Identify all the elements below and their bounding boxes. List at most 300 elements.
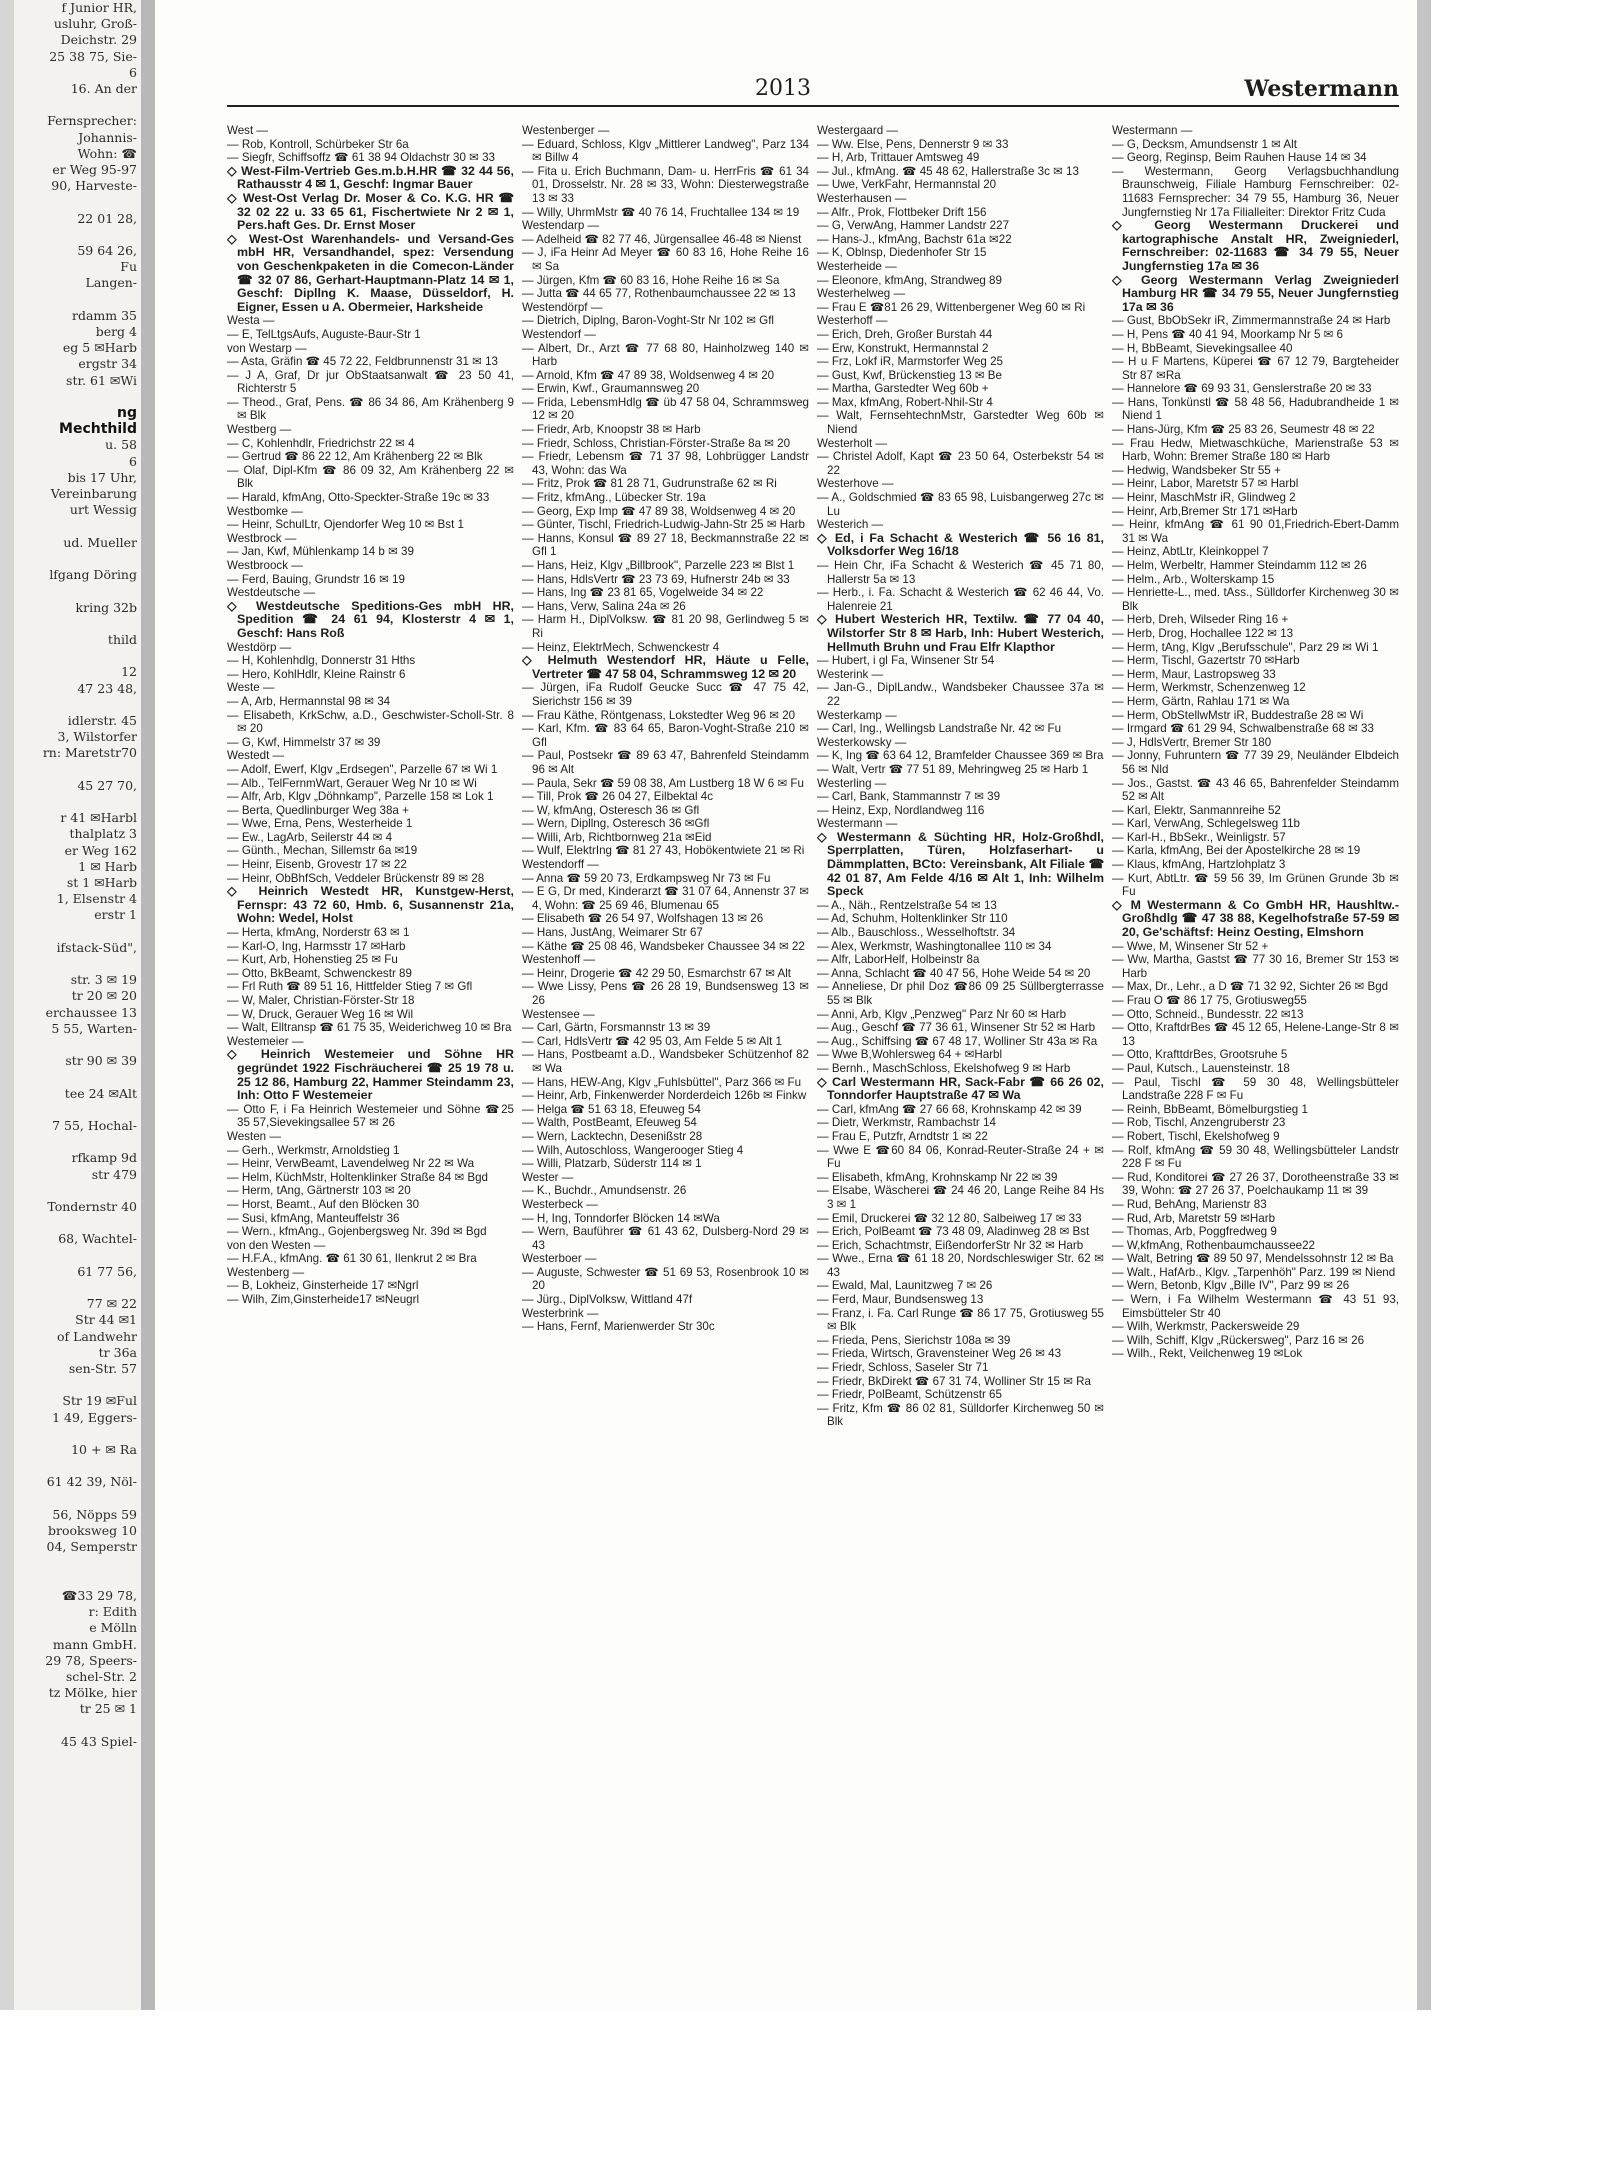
left-fragment-line: f Junior HR, bbox=[61, 0, 137, 15]
directory-entry: — Heinr, Arb, Finkenwerder Norderdeich 126b ✉ Finkw bbox=[522, 1089, 807, 1103]
directory-entry: — Max, Dr., Lehr., a D ☎ 71 32 92, Sichter 26 ✉ Bgd bbox=[1112, 980, 1389, 994]
directory-entry: — G, VerwAng, Hammer Landstr 227 bbox=[817, 219, 1010, 233]
directory-entry: — Alfr, LaborHelf, Holbeinstr 8a bbox=[817, 953, 980, 967]
left-fragment-line bbox=[14, 956, 141, 972]
directory-entry: — Frz, Lokf iR, Marmstorfer Weg 25 bbox=[817, 355, 1003, 369]
directory-entry: — Helm, KüchMstr, Holtenklinker Straße 84 ✉ Bgd bbox=[227, 1170, 489, 1184]
left-fragment-line: 6 bbox=[129, 453, 137, 469]
left-fragment-line: er Weg 162 bbox=[64, 842, 137, 858]
directory-entry: Westemeier — bbox=[227, 1034, 304, 1048]
directory-entry: — Dietrich, Diplng, Baron-Voght-Str Nr 102 ✉ Gfl bbox=[522, 314, 774, 328]
directory-entry: — Heinr, Labor, Maretstr 57 ✉ Harbl bbox=[1112, 477, 1299, 491]
directory-entry: — Hans, Ing ☎ 23 81 65, Vogelweide 34 ✉ 22 bbox=[522, 586, 764, 600]
directory-entry: — Walt, Vertr ☎ 77 51 89, Mehringweg 25 ✉ Harb 1 bbox=[817, 762, 1089, 776]
left-fragment-line: lfgang Döring bbox=[49, 567, 137, 583]
directory-entry: — Heinr, Arb,Bremer Str 171 ✉Harb bbox=[1112, 504, 1298, 518]
directory-entry: — Heinr, ObBhfSch, Veddeler Brückenstr 89 ✉ 28 bbox=[227, 871, 485, 885]
left-fragment-line: Fernsprecher: bbox=[47, 113, 137, 129]
left-fragment-line bbox=[14, 1491, 141, 1507]
left-fragment-line bbox=[14, 519, 141, 535]
directory-entry: — E, TelLtgsAufs, Auguste-Baur-Str 1 bbox=[227, 327, 421, 341]
directory-entry: — Frl Ruth ☎ 89 51 16, Hittfelder Stieg 7 ✉ Gfl bbox=[227, 980, 473, 994]
directory-entry: — Herm, tAng, Klgv „Berufsschule", Parz 29 ✉ Wi 1 bbox=[1112, 640, 1379, 654]
left-fragment-line: str 479 bbox=[91, 1166, 137, 1182]
left-fragment-line: 22 01 28, bbox=[77, 210, 137, 226]
directory-entry: — Hedwig, Wandsbeker Str 55 + bbox=[1112, 463, 1281, 477]
left-fragment-line: ifstack-Süd", bbox=[56, 939, 137, 955]
directory-entry: Westerich — bbox=[817, 518, 884, 532]
directory-entry: — Carl, Bank, Stammannstr 7 ✉ 39 bbox=[817, 790, 1001, 804]
directory-entry: — Carl, kfmAng ☎ 27 66 68, Krohnskamp 42 ✉ 39 bbox=[817, 1102, 1082, 1116]
scan-border-left bbox=[0, 0, 14, 2177]
scan-margin-bottom bbox=[0, 2010, 1600, 2177]
directory-entry: — Ewald, Mal, Launitzweg 7 ✉ 26 bbox=[817, 1279, 993, 1293]
directory-entry: — Frau E ☎81 26 29, Wittenbergener Weg 60 ✉ Ri bbox=[817, 300, 1086, 314]
left-fragment-line bbox=[14, 551, 141, 567]
left-fragment-line bbox=[14, 1718, 141, 1734]
directory-entry: — Erwin, Kwf., Graumannsweg 20 bbox=[522, 382, 700, 396]
directory-entry: — Eleonore, kfmAng, Strandweg 89 bbox=[817, 273, 1002, 287]
directory-entry: — Anni, Arb, Klgv „Penzweg" Parz Nr 60 ✉ Harb bbox=[817, 1007, 1067, 1021]
directory-entry: — Friedr, Schloss, Christian-Förster-Straße 8a ✉ 20 bbox=[522, 436, 791, 450]
directory-entry: — Horst, Beamt., Auf den Blöcken 30 bbox=[227, 1197, 420, 1211]
directory-entry: ◇ West-Film-Vertrieb Ges.m.b.H.HR ☎ 32 44 56, Rathausstr 4 ✉ 1, Geschf: Ingmar Bauer bbox=[227, 163, 514, 192]
directory-entry: — H.F.A., kfmAng. ☎ 61 30 61, Ilenkrut 2 ✉ Bra bbox=[227, 1252, 477, 1266]
directory-entry: Westerboer — bbox=[522, 1252, 597, 1266]
directory-entry: — Wulf, ElektrIng ☎ 81 27 43, Hobökentwiete 21 ✉ Ri bbox=[522, 844, 805, 858]
directory-entry: — J A, Graf, Dr jur ObStaatsanwalt ☎ 23 50 41, Richterstr 5 bbox=[227, 368, 514, 396]
directory-entry: — Heinr, MaschMstr iR, Glindweg 2 bbox=[1112, 491, 1296, 505]
directory-entry: — Wern., kfmAng., Gojenbergsweg Nr. 39d ✉ Bgd bbox=[227, 1225, 487, 1239]
page-header bbox=[155, 70, 1417, 104]
left-fragment-line bbox=[14, 1377, 141, 1393]
directory-entry: — Anna ☎ 59 20 73, Erdkampsweg Nr 73 ✉ Fu bbox=[522, 871, 771, 885]
directory-entry: von Westarp — bbox=[227, 341, 307, 355]
left-fragment-line: 77 ✉ 22 bbox=[86, 1296, 137, 1312]
left-fragment-line: 68, Wachtel- bbox=[58, 1231, 137, 1247]
directory-entry: — Berta, Quedlinburger Weg 38a + bbox=[227, 803, 409, 817]
directory-entry: Westen — bbox=[227, 1129, 281, 1143]
left-fragment-line: 7 55, Hochal- bbox=[52, 1118, 137, 1134]
page-gutter bbox=[141, 0, 155, 2010]
directory-entry: — Eduard, Schloss, Klgv „Mittlerer Landweg", Parz 134 ✉ Billw 4 bbox=[522, 137, 809, 165]
left-fragment-line bbox=[14, 292, 141, 308]
directory-entry: — Heinz, ElektrMech, Schwenckestr 4 bbox=[522, 640, 720, 654]
directory-entry: Westerbrink — bbox=[522, 1306, 599, 1320]
directory-entry: Westdeutsche — bbox=[227, 586, 316, 600]
directory-entry: ◇ West-Ost Verlag Dr. Moser & Co. K.G. HR ☎ 32 02 22 u. 33 65 61, Fischertwiete Nr 2 ✉ 1, Pers.haft Ges. Dr. Ernst Moser bbox=[227, 190, 514, 233]
directory-entry: ◇ Westermann & Süchting HR, Holz-Großhdl, Sperrplatten, Türen, Holzfaserhart- u Dämmplatten, BCto: Vereinsbank, Alt Filiale ☎ 42 01 87, Am Felde 4/16 ✉ Alt 1, Inh: Wilhelm Speck bbox=[817, 829, 1104, 899]
directory-entry: — Ad, Schuhm, Holtenklinker Str 110 bbox=[817, 912, 1008, 926]
directory-entry: ◇ Georg Westermann Verlag Zweigniederl Hamburg HR ☎ 34 79 55, Neuer Jungfernstieg 17a ✉ 36 bbox=[1112, 272, 1399, 314]
directory-entry: — Wwe., Erna ☎ 61 18 20, Nordschleswiger Str. 62 ✉ 43 bbox=[817, 1252, 1104, 1279]
directory-entry: — Fritz, kfmAng., Lübecker Str. 19a bbox=[522, 491, 706, 505]
directory-entry: — B, Lokheiz, Ginsterheide 17 ✉Ngrl bbox=[227, 1279, 419, 1293]
left-fragment-line: str. 3 ✉ 19 bbox=[70, 972, 137, 988]
directory-entry: Westbroock — bbox=[227, 559, 303, 572]
left-fragment-line: 90, Harveste- bbox=[51, 178, 137, 194]
directory-entry: — Siegfr, Schiffsoffz ☎ 61 38 94 Oldachstr 30 ✉ 33 bbox=[227, 151, 495, 165]
directory-entry: West — bbox=[227, 124, 269, 137]
directory-entry: Westendarp — bbox=[522, 219, 600, 233]
directory-entry: — Hans, HEW-Ang, Klgv „Fuhlsbüttel", Parz 366 ✉ Fu bbox=[522, 1075, 802, 1089]
left-fragment-line bbox=[14, 194, 141, 210]
directory-entry: — Erich, Dreh, Großer Burstah 44 bbox=[817, 327, 993, 341]
directory-entry: — H, Pens ☎ 40 41 94, Moorkamp Nr 5 ✉ 6 bbox=[1112, 327, 1344, 341]
left-fragment-line: r: Edith bbox=[88, 1604, 137, 1620]
left-fragment-line: er Weg 95-97 bbox=[52, 162, 137, 178]
left-fragment-line: 6 bbox=[129, 64, 137, 80]
left-fragment-line bbox=[14, 762, 141, 778]
directory-entry: — Herm, Werkmstr, Schenzenweg 12 bbox=[1112, 681, 1306, 695]
directory-entry: — Heinr, kfmAng ☎ 61 90 01,Friedrich-Ebert-Damm 31 ✉ Wa bbox=[1112, 518, 1399, 545]
directory-entry: — Herb., i. Fa. Schacht & Westerich ☎ 62 46 44, Vo. Halenreie 21 bbox=[817, 586, 1104, 613]
directory-entry: — Jos., Gastst. ☎ 43 46 65, Bahrenfelder Steindamm 52 ✉ Alt bbox=[1112, 776, 1399, 804]
directory-entry: — Walt, Betring ☎ 89 50 97, Mendelssohnstr 12 ✉ Ba bbox=[1112, 1252, 1394, 1266]
directory-entry: — Aug., Geschf ☎ 77 36 61, Winsener Str 52 ✉ Harb bbox=[817, 1021, 1096, 1035]
directory-entry: — Rud, BehAng, Marienstr 83 bbox=[1112, 1197, 1267, 1211]
left-fragment-line bbox=[14, 97, 141, 113]
left-fragment-line: kring 32b bbox=[75, 599, 137, 615]
left-fragment-line: Wohn: ☎ bbox=[77, 145, 137, 161]
directory-entry: — Gust, BbObSekr iR, Zimmermannstraße 24 ✉ Harb bbox=[1112, 314, 1391, 328]
directory-entry: — Alb., Bauschloss., Wesselhoftstr. 34 bbox=[817, 926, 1016, 940]
left-fragment-line: Tondernstr 40 bbox=[47, 1199, 137, 1215]
directory-entry: Westermann — bbox=[817, 817, 898, 831]
left-fragment-line: eg 5 ✉Harb bbox=[62, 340, 137, 356]
left-fragment-line bbox=[14, 389, 141, 405]
directory-entry: — Theod., Graf, Pens. ☎ 86 34 86, Am Krähenberg 9 ✉ Blk bbox=[227, 395, 514, 423]
directory-entry: — Hans, JustAng, Weimarer Str 67 bbox=[522, 926, 703, 940]
directory-entry: — Elisabeth ☎ 26 54 97, Wolfshagen 13 ✉ 26 bbox=[522, 912, 764, 926]
directory-entry: — Uwe, VerkFahr, Hermannstal 20 bbox=[817, 178, 997, 192]
directory-entry: Westenberg — bbox=[227, 1265, 305, 1279]
directory-entry: — Ferd, Bauing, Grundstr 16 ✉ 19 bbox=[227, 572, 405, 586]
directory-entry: — Paula, Sekr ☎ 59 08 38, Am Lustberg 18 W 6 ✉ Fu bbox=[522, 776, 804, 790]
directory-entry: — E G, Dr med, Kinderarzt ☎ 31 07 64, Annenstr 37 ✉ 4, Wohn: ☎ 25 69 46, Blumenau 65 bbox=[522, 885, 809, 912]
directory-entry: — Kurt, Arb, Hohenstieg 25 ✉ Fu bbox=[227, 953, 398, 967]
left-fragment-line: tr 36a bbox=[98, 1344, 137, 1360]
directory-entry: — Alfr, Arb, Klgv „Döhnkamp", Parzelle 158 ✉ Lok 1 bbox=[227, 790, 494, 804]
directory-entry: — Jürgen, iFa Rudolf Geucke Succ ☎ 47 75 42, Sierichstr 156 ✉ 39 bbox=[522, 681, 809, 708]
left-fragment-line: Deichstr. 29 bbox=[60, 32, 137, 48]
directory-entry: Westerling — bbox=[817, 776, 887, 790]
directory-entry: — H, Arb, Trittauer Amtsweg 49 bbox=[817, 151, 980, 165]
directory-entry: Westendorf — bbox=[522, 327, 596, 341]
directory-entry: Westbrock — bbox=[227, 531, 297, 545]
directory-entry: — Jul., kfmAng. ☎ 45 48 62, Hallerstraße 3c ✉ 13 bbox=[817, 164, 1079, 178]
left-fragment-line: str 90 ✉ 39 bbox=[65, 1053, 137, 1069]
directory-entry: ◇ Helmuth Westendorf HR, Häute u Felle, Vertreter ☎ 47 58 04, Schrammsweg 12 ✉ 20 bbox=[522, 653, 809, 681]
directory-entry: Westerkamp — bbox=[817, 708, 897, 722]
left-fragment-line: Langen- bbox=[85, 275, 137, 291]
directory-entry: — Elisabeth, KrkSchw, a.D., Geschwister-Scholl-Str. 8 ✉ 20 bbox=[227, 708, 514, 736]
directory-entry: Westendörpf — bbox=[522, 300, 603, 314]
directory-entry: — Gerh., Werkmstr, Arnoldstieg 1 bbox=[227, 1143, 400, 1157]
directory-entry: — Herm, Gärtn, Rahlau 171 ✉ Wa bbox=[1112, 694, 1290, 708]
directory-entry: — Hanns, Konsul ☎ 89 27 18, Beckmannstraße 22 ✉ Gfl 1 bbox=[522, 531, 809, 559]
left-fragment-line: idlerstr. 45 bbox=[67, 712, 137, 728]
directory-entry: — Willi, Platzarb, Süderstr 114 ✉ 1 bbox=[522, 1157, 702, 1171]
left-fragment-line: Vereinbarung bbox=[50, 486, 137, 502]
directory-entry: — Georg, Exp Imp ☎ 47 89 38, Woldsenweg 4 ✉ 20 bbox=[522, 504, 796, 518]
directory-entry: — Anneliese, Dr phil Doz ☎86 09 25 Süllbergterrasse 55 ✉ Blk bbox=[817, 980, 1104, 1007]
left-fragment-line: rdamm 35 bbox=[71, 307, 137, 323]
directory-entry: — Erich, Schachtmstr, EißendorferStr Nr 32 ✉ Harb bbox=[817, 1238, 1084, 1252]
directory-entry: — Jan, Kwf, Mühlenkamp 14 b ✉ 39 bbox=[227, 545, 414, 559]
directory-entry: — Herm, ObStellwMstr iR, Buddestraße 28 ✉ Wi bbox=[1112, 708, 1364, 722]
left-fragment-line bbox=[14, 648, 141, 664]
directory-entry: — Karl, Kfm. ☎ 83 64 65, Baron-Voght-Straße 210 ✉ Gfl bbox=[522, 722, 809, 749]
directory-entry: — Wern, i Fa Wilhelm Westermann ☎ 43 51 93, Eimsbütteler Str 40 bbox=[1112, 1293, 1399, 1320]
directory-entry: — Frau O ☎ 86 17 75, Grotiusweg55 bbox=[1112, 994, 1307, 1007]
directory-entry: — Wilh, Schiff, Klgv „Rückersweg", Parz 16 ✉ 26 bbox=[1112, 1333, 1365, 1347]
left-fragment-line: erchaussee 13 bbox=[45, 1004, 137, 1020]
directory-entry: — Wwe Lissy, Pens ☎ 26 28 19, Bundsensweg 13 ✉ 26 bbox=[522, 980, 809, 1007]
left-fragment-line bbox=[14, 583, 141, 599]
header-rule bbox=[227, 105, 1399, 107]
left-fragment-line: 47 23 48, bbox=[77, 680, 137, 696]
directory-entry: Westerhelweg — bbox=[817, 287, 906, 301]
directory-entry: — Gertrud ☎ 86 22 12, Am Krähenberg 22 ✉ Blk bbox=[227, 450, 483, 464]
directory-entry: — Heinr, VerwBeamt, Lavendelweg Nr 22 ✉ Wa bbox=[227, 1157, 475, 1171]
directory-entry: — Wwe, M, Winsener Str 52 + bbox=[1112, 939, 1269, 953]
directory-entry: — Auguste, Schwester ☎ 51 69 53, Rosenbrook 10 ✉ 20 bbox=[522, 1265, 809, 1293]
left-fragment-line: ergstr 34 bbox=[78, 356, 137, 372]
left-fragment-line: r 41 ✉Harbl bbox=[60, 810, 137, 826]
directory-entry: ◇ Westdeutsche Speditions-Ges mbH HR, Spedition ☎ 24 61 94, Klosterstr 4 ✉ 1, Geschf: Hans Roß bbox=[227, 598, 514, 640]
directory-entry: — Helm, Werbeltr, Hammer Steindamm 112 ✉ 26 bbox=[1112, 559, 1367, 572]
directory-entry: — Martha, Garstedter Weg 60b + bbox=[817, 382, 989, 396]
left-fragment-line: Mechthild bbox=[59, 421, 137, 438]
directory-entry: — Carl, Ing., Wellingsb Landstraße Nr. 42 ✉ Fu bbox=[817, 722, 1062, 736]
directory-entry: — Wwe E ☎60 84 06, Konrad-Reuter-Straße 24 + ✉ Fu bbox=[817, 1143, 1104, 1171]
directory-entry: — Olaf, Dipl-Kfm ☎ 86 09 32, Am Krähenberg 22 ✉ Blk bbox=[227, 463, 514, 491]
left-fragment-line: 61 77 56, bbox=[77, 1263, 137, 1279]
left-fragment-line: sen-Str. 57 bbox=[68, 1361, 137, 1377]
directory-entry: — Walt, FernsehtechnMstr, Garstedter Weg 60b ✉ Niend bbox=[817, 409, 1104, 437]
directory-entry: — Hubert, i gl Fa, Winsener Str 54 bbox=[817, 654, 995, 668]
directory-entry: — Käthe ☎ 25 08 46, Wandsbeker Chaussee 34 ✉ 22 bbox=[522, 939, 805, 953]
directory-entry: — Dietr, Werkmstr, Rambachstr 14 bbox=[817, 1116, 996, 1130]
directory-entry: — Carl, HdlsVertr ☎ 42 95 03, Am Felde 5 ✉ Alt 1 bbox=[522, 1034, 783, 1048]
left-fragment-line bbox=[14, 1572, 141, 1588]
directory-entry: — Gust, Kwf, Brückenstieg 13 ✉ Be bbox=[817, 368, 1002, 382]
left-fragment-line bbox=[14, 1102, 141, 1118]
left-fragment-line bbox=[14, 1183, 141, 1199]
directory-entry: — Hans, Tonkünstl ☎ 58 48 56, Hadubrandheide 1 ✉ Niend 1 bbox=[1112, 395, 1399, 423]
left-fragment-line: 1, Elsenstr 4 bbox=[56, 891, 137, 907]
left-fragment-line: 45 27 70, bbox=[77, 777, 137, 793]
directory-entry: — Herm, tAng, Gärtnerstr 103 ✉ 20 bbox=[227, 1184, 411, 1198]
directory-entry: — Otto F, i Fa Heinrich Westemeier und Söhne ☎25 35 57,Sievekingsallee 57 ✉ 26 bbox=[227, 1102, 514, 1130]
directory-entry: — Frau Käthe, Röntgenass, Lokstedter Weg 96 ✉ 20 bbox=[522, 708, 796, 722]
directory-entry: Westdörp — bbox=[227, 640, 292, 654]
directory-entry: Wester — bbox=[522, 1170, 574, 1184]
left-fragment-line: 61 42 39, Nöl- bbox=[46, 1474, 137, 1490]
directory-entry: — Aug., Schiffsing ☎ 67 48 17, Wolliner Str 43a ✉ Ra bbox=[817, 1034, 1098, 1048]
directory-entry: Westensee — bbox=[522, 1007, 595, 1021]
left-fragment-line: Johannis- bbox=[78, 129, 137, 145]
directory-entry: — Wwe, Erna, Pens, Westerheide 1 bbox=[227, 817, 413, 831]
directory-entry: — Walt., HafArb., Klgv. „Tarpenhöh" Parz. 199 ✉ Niend bbox=[1112, 1265, 1396, 1279]
directory-entry: — Ferd, Maur, Bundsensweg 13 bbox=[817, 1293, 984, 1307]
directory-entry: — Otto, KrafttdrBes, Grootsruhe 5 bbox=[1112, 1048, 1288, 1062]
directory-entry: — Till, Prok ☎ 26 04 27, Eilbektal 4c bbox=[522, 790, 714, 804]
directory-entry: — Christel Adolf, Kapt ☎ 23 50 64, Osterbekstr 54 ✉ 22 bbox=[817, 450, 1104, 477]
directory-entry: — Willi, Arb, Richtbornweg 21a ✉Eid bbox=[522, 830, 712, 844]
directory-entry: Westerholt — bbox=[817, 436, 888, 450]
left-fragment-line: 04, Semperstr bbox=[46, 1539, 137, 1555]
directory-entry: Westenberger — bbox=[522, 124, 610, 137]
left-fragment-line: tr 20 ✉ 20 bbox=[71, 988, 137, 1004]
directory-entry: — Hans-J., kfmAng, Bachstr 61a ✉22 bbox=[817, 232, 1012, 246]
left-fragment-line bbox=[14, 1458, 141, 1474]
left-fragment-line: Str 44 ✉1 bbox=[75, 1312, 137, 1328]
directory-entry: Westerbeck — bbox=[522, 1197, 598, 1211]
left-fragment-line: 1 ✉ Harb bbox=[78, 858, 137, 874]
directory-entry: — Otto, BkBeamt, Schwenckestr 89 bbox=[227, 966, 412, 980]
left-fragment-line bbox=[14, 1037, 141, 1053]
directory-entry: — K., Buchdr., Amundsenstr. 26 bbox=[522, 1184, 687, 1198]
left-fragment-line bbox=[14, 1248, 141, 1264]
directory-entry: — Elisabeth, kfmAng, Krohnskamp Nr 22 ✉ 39 bbox=[817, 1170, 1058, 1184]
directory-entry: — Alex, Werkmstr, Washingtonallee 110 ✉ 34 bbox=[817, 939, 1052, 953]
directory-entry: — Thomas, Arb, Poggfredweg 9 bbox=[1112, 1225, 1277, 1239]
directory-entry: — Günth., Mechan, Sillemstr 6a ✉19 bbox=[227, 844, 418, 858]
directory-entry: — Herb, Dreh, Wilseder Ring 16 + bbox=[1112, 613, 1289, 627]
directory-entry: — Walth, PostBeamt, Efeuweg 54 bbox=[522, 1116, 697, 1130]
directory-entry: — Karl, Elektr, Sanmannreihe 52 bbox=[1112, 803, 1281, 817]
directory-entry: Westberg — bbox=[227, 423, 292, 437]
directory-entry: — Friedr, Schloss, Saseler Str 71 bbox=[817, 1361, 989, 1375]
column-1 bbox=[227, 124, 514, 2004]
directory-entry: — Herb, Drog, Hochallee 122 ✉ 13 bbox=[1112, 626, 1294, 640]
directory-entry: — Kurt, AbtLtr. ☎ 59 56 39, Im Grünen Grunde 3b ✉ Fu bbox=[1112, 871, 1399, 899]
left-fragment-line: st 1 ✉Harb bbox=[66, 874, 137, 890]
directory-entry: — Anna, Schlacht ☎ 40 47 56, Hohe Weide 54 ✉ 20 bbox=[817, 966, 1091, 980]
directory-entry: — Paul, Postsekr ☎ 89 63 47, Bahrenfeld Steindamm 96 ✉ Alt bbox=[522, 749, 809, 776]
left-fragment-line bbox=[14, 1134, 141, 1150]
directory-entry: — A., Näh., Rentzelstraße 54 ✉ 13 bbox=[817, 898, 997, 912]
directory-entry: — Wilh, Zim,Ginsterheide17 ✉Neugrl bbox=[227, 1293, 420, 1307]
directory-entry: — Westermann, Georg Verlagsbuchhandlung Braunschweig, Filiale Hamburg Fernschreiber: 02-11683 Fernsprecher: 34 79 55, Hamburg 36, Neuer Jungfernstieg Nr 17a Filialleiter: Direktor Fritz Cuda bbox=[1112, 164, 1399, 219]
directory-entry: Westenhoff — bbox=[522, 953, 596, 967]
directory-entry: — Wern, Dipllng, Osteresch 36 ✉Gfl bbox=[522, 817, 710, 831]
left-fragment-line: 3, Wilstorfer bbox=[57, 729, 137, 745]
directory-entry: — Frieda, Wirtsch, Gravensteiner Weg 26 ✉ 43 bbox=[817, 1347, 1062, 1361]
directory-entry: — Hans, Fernf, Marienwerder Str 30c bbox=[522, 1320, 715, 1334]
directory-entry: ◇ Georg Westermann Druckerei und kartographische Anstalt HR, Zweigniederl, Fernschreiber: 02-11683 ☎ 34 79 55, Neuer Jungfernstieg 17a ✉ 36 bbox=[1112, 218, 1399, 273]
directory-entry: — Herm, Maur, Lastropsweg 33 bbox=[1112, 667, 1276, 681]
directory-entry: Westergaard — bbox=[817, 124, 898, 137]
left-fragment-line: mann GmbH. bbox=[52, 1636, 137, 1652]
directory-entry: — Friedr, BkDirekt ☎ 67 31 74, Wolliner Str 15 ✉ Ra bbox=[817, 1374, 1091, 1388]
left-fragment-line: schel-Str. 2 bbox=[65, 1668, 137, 1684]
left-fragment-line: of Landwehr bbox=[56, 1328, 137, 1344]
left-fragment-line: berg 4 bbox=[95, 324, 137, 340]
directory-entry: — W,kfmAng, Rothenbaumchaussee22 bbox=[1112, 1238, 1315, 1252]
left-fragment-line: ud. Mueller bbox=[63, 534, 137, 550]
left-fragment-line bbox=[14, 1069, 141, 1085]
directory-entry: — Robert, Tischl, Ekelshofweg 9 bbox=[1112, 1129, 1280, 1143]
left-fragment-line: urt Wessig bbox=[69, 502, 137, 518]
directory-entry: — Elsabe, Wäscherei ☎ 24 46 20, Lange Reihe 84 Hs 3 ✉ 1 bbox=[817, 1184, 1104, 1211]
directory-entry: — Arnold, Kfm ☎ 47 89 38, Woldsenweg 4 ✉ 20 bbox=[522, 368, 775, 382]
directory-entry: — Heinr, Eisenb, Grovestr 17 ✉ 22 bbox=[227, 858, 407, 872]
column-3 bbox=[817, 124, 1104, 2004]
directory-entry: — Otto, Schneid., Bundesstr. 22 ✉13 bbox=[1112, 1007, 1304, 1021]
directory-entry: ◇ Ed, i Fa Schacht & Westerich ☎ 56 16 81, Volksdorfer Weg 16/18 bbox=[817, 530, 1104, 559]
left-fragment-line: Str 19 ✉Ful bbox=[62, 1393, 137, 1409]
directory-entry: — C, Kohlenhdlr, Friedrichstr 22 ✉ 4 bbox=[227, 436, 415, 450]
directory-entry: ◇ Hubert Westerich HR, Textilw. ☎ 77 04 40, Wilstorfer Str 8 ✉ Harb, Inh: Hubert Westerich, Hellmuth Bruhn und Frau Elfr Klapthor bbox=[817, 612, 1104, 654]
directory-entry: — Heinz, AbtLtr, Kleinkoppel 7 bbox=[1112, 545, 1269, 559]
directory-entry: Westendorff — bbox=[522, 858, 599, 872]
directory-entry: — Hannelore ☎ 69 93 31, Genslerstraße 20 ✉ 33 bbox=[1112, 382, 1372, 396]
directory-entry: — Hans, Postbeamt a.D., Wandsbeker Schützenhof 82 ✉ Wa bbox=[522, 1048, 809, 1075]
left-fragment-line: 1 49, Eggers- bbox=[52, 1409, 137, 1425]
directory-entry: Westerkowsky — bbox=[817, 735, 907, 749]
directory-entry: ◇ Heinrich Westemeier und Söhne HR gegründet 1922 Fischräucherei ☎ 25 19 78 u. 25 12 86, Hamburg 22, Hammer Steindamm 23, Inh: Otto F Westemeier bbox=[227, 1047, 514, 1103]
directory-entry: — Willy, UhrmMstr ☎ 40 76 14, Fruchtallee 134 ✉ 19 bbox=[522, 205, 800, 219]
directory-entry: — H, BbBeamt, Sievekingsallee 40 bbox=[1112, 341, 1293, 355]
directory-entry: — Herta, kfmAng, Norderstr 63 ✉ 1 bbox=[227, 926, 410, 940]
left-fragment-line bbox=[14, 924, 141, 940]
left-fragment-line: 56, Nöpps 59 bbox=[52, 1506, 137, 1522]
directory-entry: — Hein Chr, iFa Schacht & Westerich ☎ 45 71 80, Hallerstr 5a ✉ 13 bbox=[817, 559, 1104, 586]
directory-entry: — Henriette-L., med. tAss., Sülldorfer Kirchenweg 30 ✉ Blk bbox=[1112, 586, 1399, 613]
directory-entry: — Adolf, Ewerf, Klgv „Erdsegen", Parzelle 67 ✉ Wi 1 bbox=[227, 762, 498, 776]
running-head: Westermann bbox=[1244, 76, 1399, 102]
directory-entry: — Jürgen, Kfm ☎ 60 83 16, Hohe Reihe 16 ✉ Sa bbox=[522, 273, 780, 287]
directory-entry: ◇ M Westermann & Co GmbH HR, Haushltw.-Großhdlg ☎ 47 38 88, Kegelhofstraße 57-59 ✉ 20, Ge'schäftsf: Heinz Oesting, Elmshorn bbox=[1112, 897, 1399, 940]
directory-entry: — Rud, Arb, Maretstr 59 ✉Harb bbox=[1112, 1211, 1276, 1225]
directory-entry: Westa — bbox=[227, 314, 275, 328]
directory-entry: — Wern, Lacktechn, Desenißstr 28 bbox=[522, 1129, 703, 1143]
directory-entry: — Carl, Gärtn, Forsmannstr 13 ✉ 39 bbox=[522, 1021, 711, 1035]
directory-entry: ◇ Carl Westermann HR, Sack-Fabr ☎ 66 26 02, Tonndorfer Hauptstraße 47 ✉ Wa bbox=[817, 1074, 1104, 1103]
directory-entry: — Karla, kfmAng, Bei der Apostelkirche 28 ✉ 19 bbox=[1112, 844, 1361, 858]
directory-entry: — Friedr, PolBeamt, Schützenstr 65 bbox=[817, 1388, 1002, 1402]
left-fragment-line: 45 43 Spiel- bbox=[61, 1733, 137, 1749]
directory-entry: — Georg, Reginsp, Beim Rauhen Hause 14 ✉ 34 bbox=[1112, 151, 1367, 165]
directory-entry: — Hans, Verw, Salina 24a ✉ 26 bbox=[522, 599, 686, 613]
left-fragment-line bbox=[14, 697, 141, 713]
directory-entry: — Frau E, Putzfr, Arndtstr 1 ✉ 22 bbox=[817, 1129, 988, 1143]
column-4 bbox=[1112, 124, 1399, 2004]
directory-entry: — Asta, Gräfin ☎ 45 72 22, Feldbrunnenstr 31 ✉ 13 bbox=[227, 355, 498, 369]
page-number: 2013 bbox=[755, 76, 811, 101]
directory-entry: — Helm., Arb., Wolterskamp 15 bbox=[1112, 572, 1275, 586]
left-fragment-line: brooksweg 10 bbox=[48, 1523, 137, 1539]
directory-entry: — Franz, i. Fa. Carl Runge ☎ 86 17 75, Grotiusweg 55 ✉ Blk bbox=[817, 1306, 1104, 1334]
directory-entry: — Walt, Elltransp ☎ 61 75 35, Weiderichweg 10 ✉ Bra bbox=[227, 1021, 512, 1035]
directory-entry: — Max, kfmAng, Robert-Nhil-Str 4 bbox=[817, 395, 993, 409]
directory-entry: — J, iFa Heinr Ad Meyer ☎ 60 83 16, Hohe Reihe 16 ✉ Sa bbox=[522, 246, 809, 273]
directory-entry: — Rud, Konditorei ☎ 27 26 37, Dorotheenstraße 33 ✉ 39, Wohn: ☎ 27 26 37, Poelchaukamp 11 ✉ 39 bbox=[1112, 1170, 1399, 1198]
directory-entry: Westedt — bbox=[227, 749, 285, 763]
left-fragment-line: rn: Maretstr70 bbox=[42, 745, 137, 761]
left-fragment-line bbox=[14, 227, 141, 243]
directory-entry: — W, kfmAng, Osteresch 36 ✉ Gfl bbox=[522, 803, 700, 817]
left-fragment-line: 29 78, Speers- bbox=[45, 1652, 137, 1668]
directory-entry: — H, Kohlenhdlg, Donnerstr 31 Hths bbox=[227, 654, 416, 668]
directory-entry: — G, Decksm, Amundsenstr 1 ✉ Alt bbox=[1112, 137, 1297, 151]
directory-entry: — Frida, LebensmHdlg ☎ üb 47 58 04, Schrammsweg 12 ✉ 20 bbox=[522, 395, 809, 423]
column-2 bbox=[522, 124, 809, 2004]
directory-entry: — Jan-G., DiplLandw., Wandsbeker Chaussee 37a ✉ 22 bbox=[817, 681, 1104, 708]
